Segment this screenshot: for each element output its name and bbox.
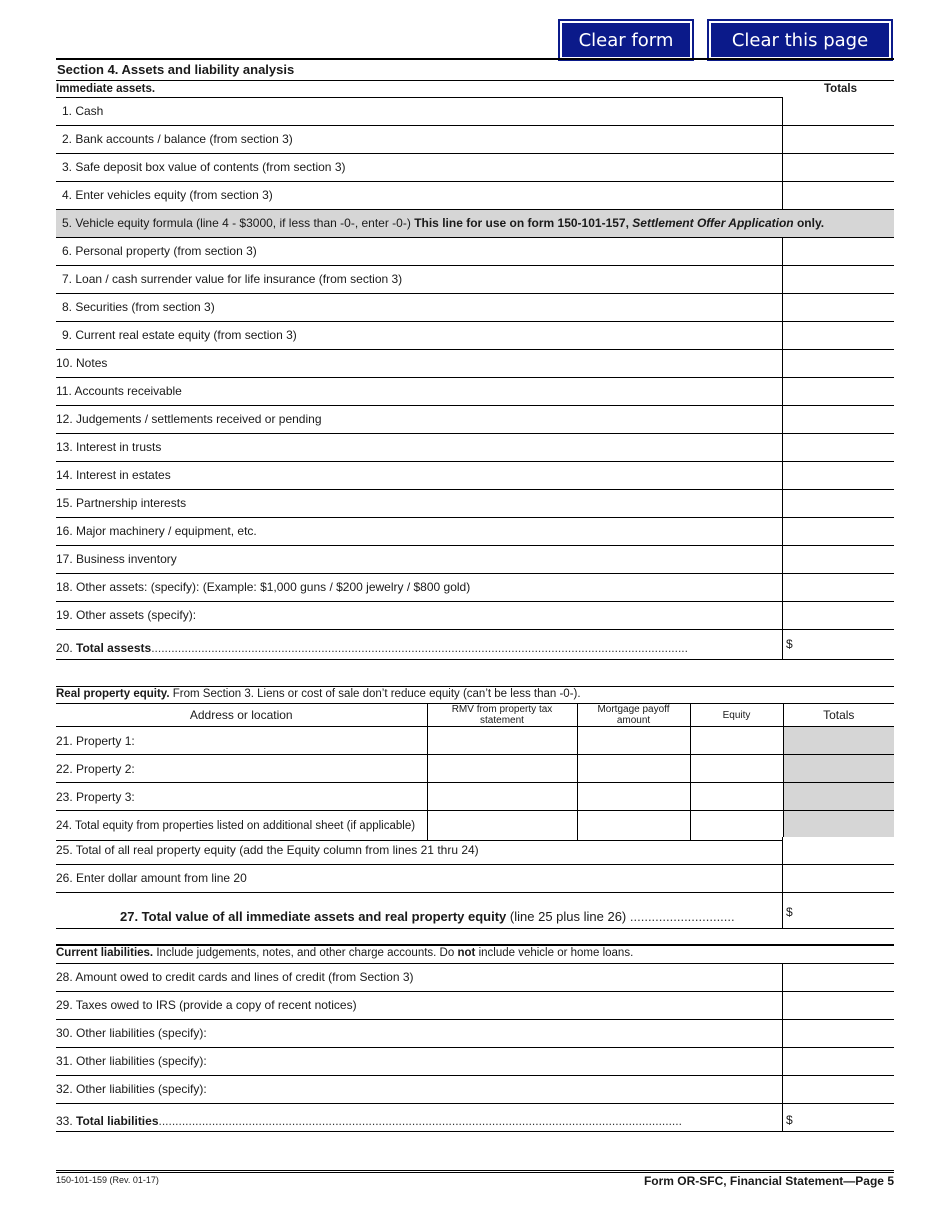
total-value-label <box>56 893 782 928</box>
dollar-sign: $ <box>786 637 793 651</box>
property-3-address-field[interactable]: 23. Property 3: <box>56 783 427 811</box>
total-liabilities-field[interactable] <box>782 1104 894 1131</box>
other-liabilities-2-field[interactable] <box>782 1048 894 1075</box>
additional-properties-label: 24. Total equity from properties listed on additional sheet (if applicable) <box>56 811 427 841</box>
property-row <box>56 811 894 841</box>
liability-row-total <box>56 1104 894 1132</box>
other-assets-2-total-field[interactable] <box>782 602 894 629</box>
asset-row-securities <box>56 294 894 322</box>
judgements-total-field[interactable] <box>782 406 894 433</box>
section-title-rule <box>56 80 894 81</box>
property-3-rmv-field[interactable] <box>427 783 577 811</box>
real-property-heading-text: From Section 3. Liens or cost of sale don’t reduce equity (can’t be less than -0-). <box>172 688 581 700</box>
other-liabilities-3-field[interactable] <box>782 1076 894 1103</box>
line-20-amount-label: 26. Enter dollar amount from line 20 <box>56 871 247 885</box>
liability-label: 29. Taxes owed to IRS (provide a copy of recent notices) <box>56 998 357 1012</box>
clear-form-button[interactable]: Clear form <box>560 21 692 59</box>
asset-row-total <box>56 630 894 660</box>
footer-rule-1 <box>56 1170 894 1171</box>
asset-label: 10. Notes <box>56 356 108 370</box>
asset-row-bank <box>56 126 894 154</box>
total-value-field[interactable] <box>782 893 894 928</box>
col-address: Address or location <box>56 704 427 727</box>
trusts-total-field[interactable] <box>782 434 894 461</box>
additional-equity-field[interactable] <box>690 811 783 841</box>
asset-label <box>56 210 894 237</box>
real-property-table <box>56 704 894 841</box>
property-2-mortgage-field[interactable] <box>577 755 690 783</box>
asset-label: 14. Interest in estates <box>56 468 171 482</box>
asset-row-safe-deposit <box>56 154 894 182</box>
real-property-heading-bold: Real property equity. <box>56 688 170 700</box>
property-row <box>56 727 894 755</box>
property-1-totals-cell <box>783 727 894 755</box>
liabilities-heading-bold: Current liabilities. <box>56 947 154 959</box>
dollar-sign: $ <box>786 1113 793 1127</box>
total-liabilities-label <box>56 1104 782 1131</box>
row-total-real-property <box>56 837 894 865</box>
property-1-address-field[interactable]: 21. Property 1: <box>56 727 427 755</box>
property-2-rmv-field[interactable] <box>427 755 577 783</box>
partnership-total-field[interactable] <box>782 490 894 517</box>
leader-dots: ................................................................................................................................................................. <box>151 641 688 655</box>
liabilities-heading-text-end: include vehicle or home loans. <box>478 947 634 959</box>
liability-row-other-1 <box>56 1020 894 1048</box>
col-totals: Totals <box>783 704 894 727</box>
other-liabilities-1-field[interactable] <box>782 1020 894 1047</box>
dollar-sign: $ <box>786 905 793 919</box>
asset-row-inventory <box>56 546 894 574</box>
life-insurance-total-field[interactable] <box>782 266 894 293</box>
col-equity: Equity <box>690 704 783 727</box>
asset-label: 13. Interest in trusts <box>56 440 162 454</box>
asset-row-receivable <box>56 378 894 406</box>
bank-accounts-total-field[interactable] <box>782 126 894 153</box>
line-number: 33. <box>56 1114 73 1128</box>
liability-label: 31. Other liabilities (specify): <box>56 1054 207 1068</box>
cash-total-field[interactable] <box>782 98 894 125</box>
asset-label: 7. Loan / cash surrender value for life insurance (from section 3) <box>62 272 403 286</box>
total-real-property-label: 25. Total of all real property equity (add the Equity column from lines 21 thru 24) <box>56 843 479 857</box>
liabilities-top-rule <box>56 944 894 946</box>
vehicle-formula-note-title: Settlement Offer Application <box>632 216 794 230</box>
property-row <box>56 755 894 783</box>
liabilities-heading-text: Include judgements, notes, and other charge accounts. Do <box>156 947 455 959</box>
asset-label: 19. Other assets (specify): <box>56 608 197 622</box>
total-value-note: (line 25 plus line 26) <box>509 909 627 924</box>
asset-row-judgements <box>56 406 894 434</box>
property-1-rmv-field[interactable] <box>427 727 577 755</box>
asset-row-real-estate <box>56 322 894 350</box>
leader-dots: ............................. <box>629 909 735 924</box>
asset-label: 2. Bank accounts / balance (from section 3) <box>62 132 293 146</box>
asset-label: 17. Business inventory <box>56 552 177 566</box>
property-3-mortgage-field[interactable] <box>577 783 690 811</box>
page-label: Form OR-SFC, Financial Statement—Page 5 <box>643 1174 894 1188</box>
asset-row-other-2 <box>56 602 894 630</box>
property-table-header <box>56 704 894 727</box>
liabilities-heading-not: not <box>457 947 476 959</box>
asset-label: 11. Accounts receivable <box>56 384 182 398</box>
leader-dots: ............................................................................................................................................................. <box>158 1114 682 1128</box>
asset-row-life-insurance <box>56 266 894 294</box>
asset-label: 8. Securities (from section 3) <box>62 300 215 314</box>
asset-row-cash <box>56 98 894 126</box>
property-3-equity-field[interactable] <box>690 783 783 811</box>
vehicles-equity-total-field[interactable] <box>782 182 894 209</box>
immediate-assets-heading: Immediate assets. <box>56 83 156 95</box>
vehicle-formula-note-end: only. <box>796 216 825 230</box>
row-total-immediate-and-real <box>56 893 894 929</box>
asset-row-other-1 <box>56 574 894 602</box>
asset-label: 4. Enter vehicles equity (from section 3) <box>62 188 273 202</box>
asset-label: 15. Partnership interests <box>56 496 187 510</box>
asset-row-machinery <box>56 518 894 546</box>
col-mortgage: Mortgage payoff amount <box>577 704 690 727</box>
real-property-heading <box>56 688 581 700</box>
totals-heading: Totals <box>824 83 858 95</box>
asset-row-estates <box>56 462 894 490</box>
vehicle-formula-note: This line for use on form 150-101-157, <box>414 216 629 230</box>
real-property-top-rule <box>56 686 894 687</box>
liability-row-credit-cards <box>56 964 894 992</box>
irs-taxes-total-field[interactable] <box>782 992 894 1019</box>
other-assets-1-total-field[interactable] <box>782 574 894 601</box>
credit-cards-total-field[interactable] <box>782 964 894 991</box>
section-top-rule <box>56 58 894 60</box>
property-2-address-field[interactable]: 22. Property 2: <box>56 755 427 783</box>
liability-row-irs <box>56 992 894 1020</box>
additional-mortgage-field[interactable] <box>577 811 690 841</box>
row-line-20-amount <box>56 865 894 893</box>
accounts-receivable-total-field[interactable] <box>782 378 894 405</box>
personal-property-total-field[interactable] <box>782 238 894 265</box>
additional-totals-cell <box>783 811 894 841</box>
property-3-totals-cell <box>783 783 894 811</box>
total-value-title: 27. Total value of all immediate assets and real property equity <box>120 909 507 924</box>
liability-row-other-3 <box>56 1076 894 1104</box>
col-rmv: RMV from property tax statement <box>427 704 577 727</box>
line-number: 20. <box>56 641 73 655</box>
property-row <box>56 783 894 811</box>
notes-total-field[interactable] <box>782 350 894 377</box>
liability-label: 28. Amount owed to credit cards and lines of credit (from Section 3) <box>56 970 414 984</box>
asset-label: 16. Major machinery / equipment, etc. <box>56 524 257 538</box>
safe-deposit-total-field[interactable] <box>782 154 894 181</box>
vehicle-formula-text: 5. Vehicle equity formula (line 4 - $3000, if less than -0-, enter -0-) <box>62 216 411 230</box>
asset-label: 3. Safe deposit box value of contents (from section 3) <box>62 160 346 174</box>
property-1-equity-field[interactable] <box>690 727 783 755</box>
real-estate-equity-total-field[interactable] <box>782 322 894 349</box>
asset-label: 6. Personal property (from section 3) <box>62 244 257 258</box>
property-1-mortgage-field[interactable] <box>577 727 690 755</box>
asset-row-vehicles <box>56 182 894 210</box>
machinery-total-field[interactable] <box>782 518 894 545</box>
clear-this-page-button[interactable]: Clear this page <box>709 21 891 59</box>
asset-row-vehicle-formula <box>56 210 894 238</box>
line-20-amount-field[interactable] <box>782 865 894 892</box>
liability-row-other-2 <box>56 1048 894 1076</box>
form-number: 150-101-159 (Rev. 01-17) <box>56 1175 159 1185</box>
property-2-equity-field[interactable] <box>690 755 783 783</box>
total-real-property-field[interactable] <box>782 837 894 864</box>
asset-row-trusts <box>56 434 894 462</box>
section-title: Section 4. Assets and liability analysis <box>57 62 295 77</box>
total-liabilities-title: Total liabilities <box>76 1114 159 1128</box>
total-assets-title: Total assests <box>76 641 152 655</box>
asset-label: 9. Current real estate equity (from section 3) <box>62 328 297 342</box>
inventory-total-field[interactable] <box>782 546 894 573</box>
additional-rmv-field[interactable] <box>427 811 577 841</box>
liability-label: 30. Other liabilities (specify): <box>56 1026 207 1040</box>
asset-row-partnership <box>56 490 894 518</box>
property-2-totals-cell <box>783 755 894 783</box>
total-assets-label <box>56 630 782 659</box>
total-assets-field[interactable] <box>782 630 894 659</box>
asset-label: 1. Cash <box>62 104 104 118</box>
asset-row-personal-property <box>56 238 894 266</box>
estates-total-field[interactable] <box>782 462 894 489</box>
asset-label: 12. Judgements / settlements received or pending <box>56 412 322 426</box>
asset-label: 18. Other assets: (specify): (Example: $1,000 guns / $200 jewelry / $800 gold) <box>56 580 471 594</box>
securities-total-field[interactable] <box>782 294 894 321</box>
footer-rule-2 <box>56 1172 894 1173</box>
asset-row-notes <box>56 350 894 378</box>
liabilities-heading <box>56 947 633 959</box>
liability-label: 32. Other liabilities (specify): <box>56 1082 207 1096</box>
